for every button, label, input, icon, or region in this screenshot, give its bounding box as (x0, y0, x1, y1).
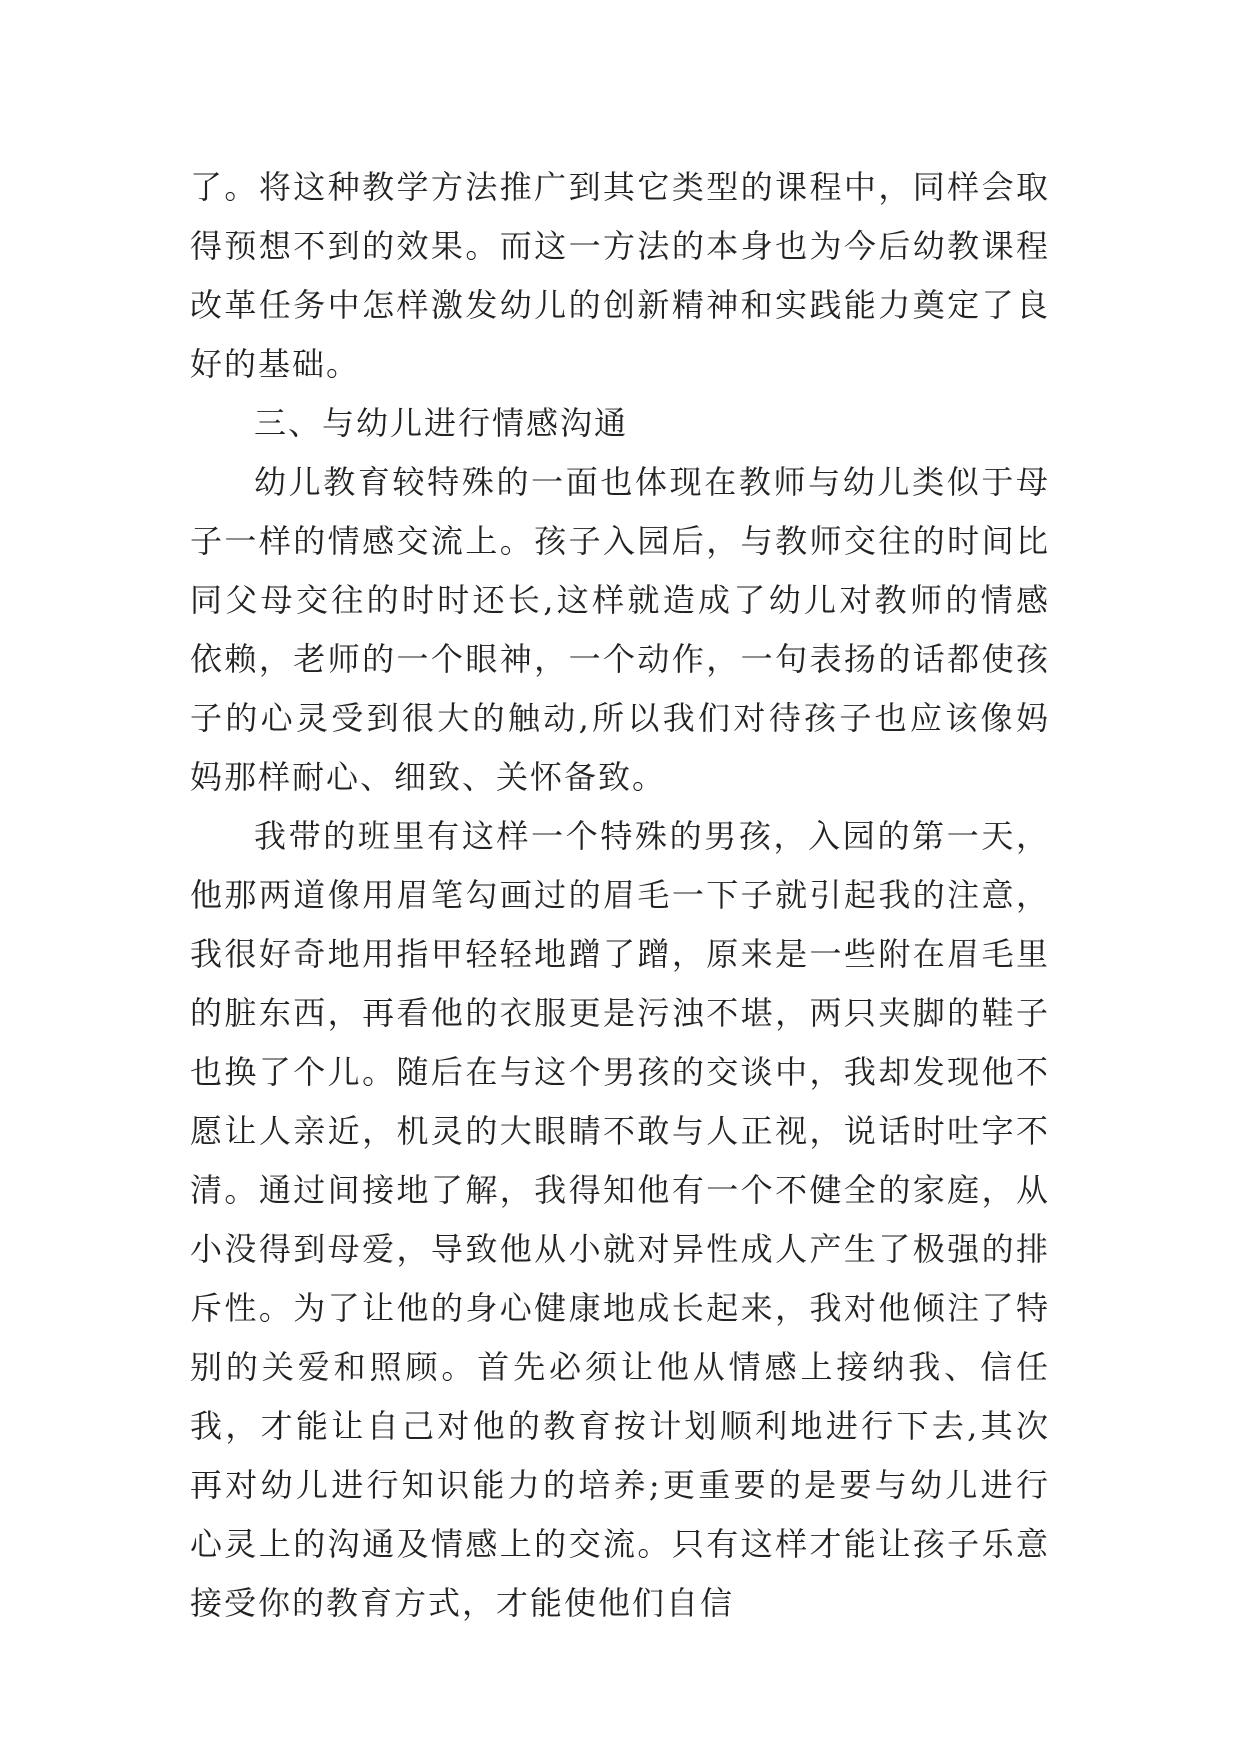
paragraph-continuation: 了。将这种教学方法推广到其它类型的课程中，同样会取得预想不到的效果。而这一方法的本身也为今后幼教课程改革任务中怎样激发幼儿的创新精神和实践能力奠定了良好的基础。 (190, 168, 1050, 383)
paragraph: 幼儿教育较特殊的一面也体现在教师与幼儿类似于母子一样的情感交流上。孩子入园后，与教师交往的时间比同父母交往的时时还长,这样就造成了幼儿对教师的情感依赖，老师的一个眼神，一个动作，一句表扬的话都使孩子的心灵受到很大的触动,所以我们对待孩子也应该像妈妈那样耐心、细致、关怀备致。 (190, 463, 1050, 796)
body-text (190, 158, 1050, 1633)
paragraph: 我带的班里有这样一个特殊的男孩，入园的第一天，他那两道像用眉笔勾画过的眉毛一下子就引起我的注意，我很好奇地用指甲轻轻地蹭了蹭，原来是一些附在眉毛里的脏东西，再看他的衣服更是污浊不堪，两只夹脚的鞋子也换了个儿。随后在与这个男孩的交谈中，我却发现他不愿让人亲近，机灵的大眼睛不敢与人正视，说话时吐字不清。通过间接地了解，我得知他有一个不健全的家庭，从小没得到母爱，导致他从小就对异性成人产生了极强的排斥性。为了让他的身心健康地成长起来，我对他倾注了特别的关爱和照顾。首先必须让他从情感上接纳我、信任我，才能让自己对他的教育按计划顺利地进行下去,其次再对幼儿进行知识能力的培养;更重要的是要与幼儿进行心灵上的沟通及情感上的交流。只有这样才能让孩子乐意接受你的教育方式，才能使他们自信 (190, 817, 1050, 1622)
section-heading: 三、与幼儿进行情感沟通 (254, 404, 629, 442)
